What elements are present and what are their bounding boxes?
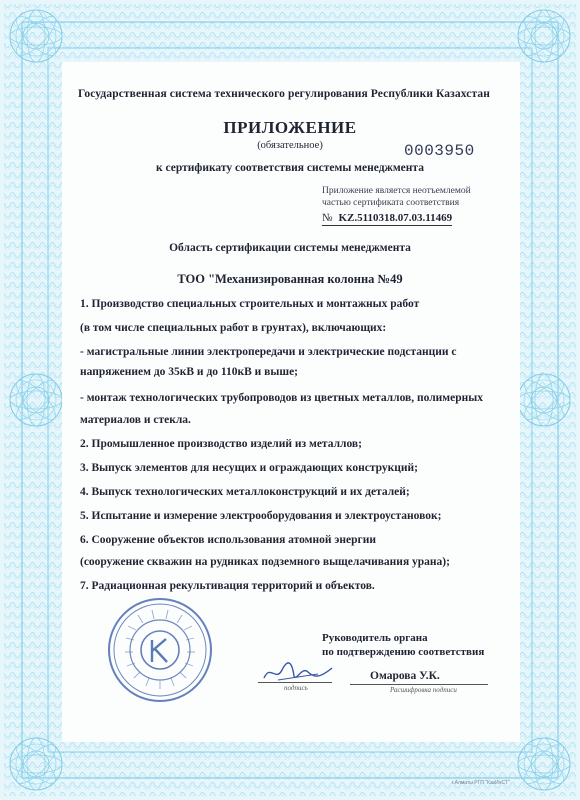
- scope-item: 2. Промышленное производство изделий из металлов;: [80, 438, 362, 450]
- head-of-authority-label: Руководитель органа: [322, 632, 428, 644]
- conformity-body-label: по подтверждению соответствия: [322, 646, 485, 658]
- signatory-name: Омарова У.К.: [370, 670, 440, 682]
- document-subtitle: (обязательное): [257, 140, 323, 151]
- name-line: [350, 684, 488, 685]
- signature-caption: подпись: [284, 684, 308, 692]
- scope-item: материалов и стекла.: [80, 414, 191, 426]
- certificate-number: [322, 212, 452, 226]
- scope-item: 5. Испытание и измерение электрооборудования и электроустановок;: [80, 510, 442, 522]
- certificate-reference: к сертификату соответствия системы менеджмента: [156, 162, 424, 174]
- name-caption: Расшифровка подписи: [390, 686, 457, 694]
- scope-item: 6. Сооружение объектов использования атомной энергии: [80, 534, 376, 546]
- scope-item: 3. Выпуск элементов для несущих и ограждающих конструкций;: [80, 462, 418, 474]
- signature-line: [258, 682, 332, 683]
- certificate-number-value: KZ.5110318.07.03.11469: [338, 212, 453, 224]
- scope-item: 4. Выпуск технологических металлоконструкций и их деталей;: [80, 486, 410, 498]
- scope-item: напряжением до 35кВ и до 110кВ и выше;: [80, 366, 299, 378]
- scope-item: (сооружение скважин на рудниках подземного выщелачивания урана);: [80, 556, 450, 568]
- scope-title: Область сертификации системы менеджмента: [169, 242, 411, 254]
- official-stamp: [106, 596, 214, 704]
- company-name: ТОО "Механизированная колонна №49: [177, 272, 403, 286]
- note-line-2: частью сертификата соответствия: [322, 198, 460, 208]
- scope-item: - монтаж технологических трубопроводов из цветных металлов, полимерных: [80, 392, 483, 404]
- scope-item: (в том числе специальных работ в грунтах), включающих:: [80, 322, 387, 334]
- note-line-1: Приложение является неотъемлемой: [322, 186, 471, 196]
- serial-number: 0003950: [404, 142, 475, 160]
- number-sign: №: [322, 212, 333, 224]
- document-title: ПРИЛОЖЕНИЕ: [223, 118, 357, 137]
- scope-item: - магистральные линии электропередачи и электрические подстанции с: [80, 346, 457, 358]
- document-header: Государственная система технического регулирования Республики Казахстан: [78, 88, 490, 100]
- print-mark: г.Алматы РГП "КазИнСТ": [452, 780, 510, 786]
- scope-item: 1. Производство специальных строительных и монтажных работ: [80, 298, 420, 310]
- scope-item: 7. Радиационная рекультивация территорий и объектов.: [80, 580, 375, 592]
